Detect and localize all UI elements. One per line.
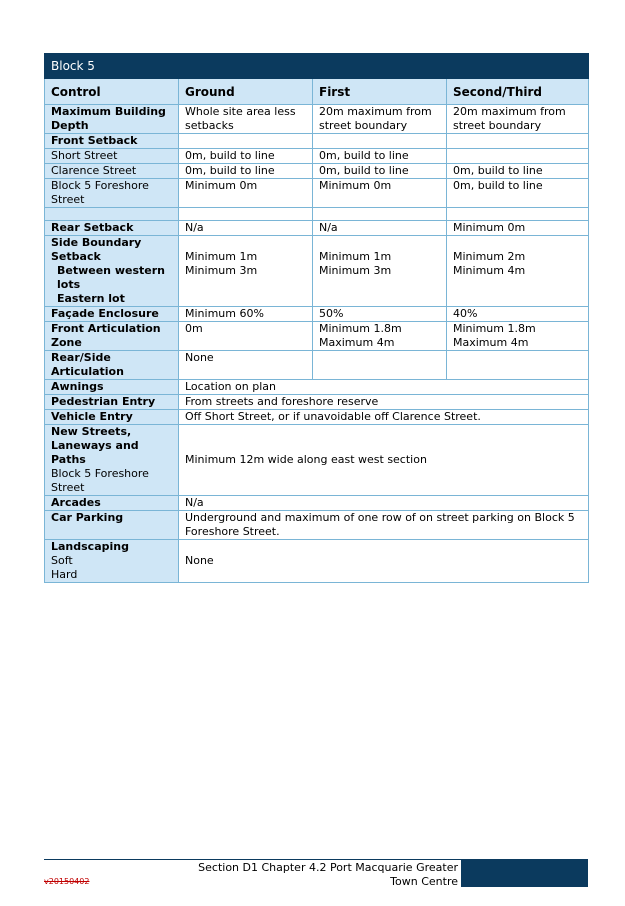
cell-first: 0m, build to line — [313, 149, 447, 164]
side-boundary-label-4: Eastern lot — [57, 292, 125, 305]
cell-line: Minimum 2m — [453, 250, 526, 263]
cell-line: Minimum 4m — [453, 264, 526, 277]
cell-second — [447, 322, 589, 351]
cell-ground: Whole site area less setbacks — [179, 105, 313, 134]
cell-first: N/a — [313, 221, 447, 236]
row-label: Façade Enclosure — [45, 307, 179, 322]
side-boundary-label-2: Setback — [51, 250, 101, 263]
cell-first: 50% — [313, 307, 447, 322]
table-row — [45, 236, 589, 307]
column-header-first: First — [313, 79, 447, 105]
row-label: Rear Setback — [45, 221, 179, 236]
table-row — [45, 322, 589, 351]
row-label — [45, 208, 179, 221]
column-header-control: Control — [45, 79, 179, 105]
row-label: Clarence Street — [45, 164, 179, 179]
cell-first — [313, 351, 447, 380]
table-row — [45, 221, 589, 236]
table-row — [45, 425, 589, 496]
cell-first: Minimum 0m — [313, 179, 447, 208]
table-row — [45, 410, 589, 425]
cell-second: 0m, build to line — [447, 179, 589, 208]
cell-ground: None — [179, 351, 313, 380]
cell-value: Underground and maximum of one row of on street parking on Block 5 Foreshore Street. — [179, 511, 589, 540]
column-header-ground: Ground — [179, 79, 313, 105]
row-label — [45, 540, 179, 583]
cell-value: From streets and foreshore reserve — [179, 395, 589, 410]
cell-second — [447, 351, 589, 380]
row-label: Short Street — [45, 149, 179, 164]
cell-second — [447, 236, 589, 307]
table-row — [45, 179, 589, 208]
cell-first — [313, 208, 447, 221]
cell-ground: Minimum 0m — [179, 179, 313, 208]
cell-first: 0m, build to line — [313, 164, 447, 179]
cell-first — [313, 236, 447, 307]
table-row — [45, 105, 589, 134]
cell-line: Minimum 3m — [185, 264, 258, 277]
row-label: Rear/Side Articulation — [45, 351, 179, 380]
cell-first: 20m maximum from street boundary — [313, 105, 447, 134]
row-label: Arcades — [45, 496, 179, 511]
row-label: Maximum Building Depth — [45, 105, 179, 134]
version-stamp: v20150402 — [44, 877, 90, 886]
cell-second: 40% — [447, 307, 589, 322]
cell-ground: N/a — [179, 221, 313, 236]
table-title-row — [45, 54, 589, 79]
side-boundary-label-1: Side Boundary — [51, 236, 142, 249]
cell-second — [447, 208, 589, 221]
landscaping-label-2: Soft — [51, 554, 73, 567]
table-title: Block 5 — [45, 54, 589, 79]
footer-rule — [44, 859, 461, 860]
cell-ground — [179, 208, 313, 221]
cell-value: None — [179, 540, 589, 583]
table-row — [45, 380, 589, 395]
cell-first — [313, 322, 447, 351]
row-label: Front Articulation Zone — [45, 322, 179, 351]
cell-second — [447, 134, 589, 149]
row-label: Car Parking — [45, 511, 179, 540]
table-row — [45, 134, 589, 149]
new-streets-label-2: Laneways and Paths — [51, 439, 139, 466]
cell-line: Maximum 4m — [319, 336, 395, 349]
cell-ground — [179, 134, 313, 149]
footer-navy-block — [461, 859, 588, 887]
table-row — [45, 511, 589, 540]
table-row — [45, 351, 589, 380]
row-label: Block 5 Foreshore Street — [45, 179, 179, 208]
table-row — [45, 395, 589, 410]
table-row — [45, 307, 589, 322]
cell-line: Maximum 4m — [453, 336, 529, 349]
cell-line: Minimum 1.8m — [453, 322, 536, 335]
cell-value: N/a — [179, 496, 589, 511]
cell-second: 20m maximum from street boundary — [447, 105, 589, 134]
cell-ground: 0m, build to line — [179, 164, 313, 179]
block-5-controls-table — [44, 53, 589, 583]
table-row — [45, 496, 589, 511]
cell-line: Minimum 3m — [319, 264, 392, 277]
row-label: Vehicle Entry — [45, 410, 179, 425]
cell-ground: 0m — [179, 322, 313, 351]
cell-second: Minimum 0m — [447, 221, 589, 236]
row-label: Pedestrian Entry — [45, 395, 179, 410]
row-label — [45, 236, 179, 307]
cell-line: Minimum 1m — [319, 250, 392, 263]
row-label: Front Setback — [45, 134, 179, 149]
cell-second — [447, 149, 589, 164]
side-boundary-label-3: Between western lots — [57, 264, 165, 291]
new-streets-label-3: Block 5 Foreshore — [51, 467, 149, 480]
landscaping-label-3: Hard — [51, 568, 78, 581]
cell-line: Minimum 1.8m — [319, 322, 402, 335]
new-streets-label-1: New Streets, — [51, 425, 132, 438]
cell-line: Minimum 1m — [185, 250, 258, 263]
spacer-row — [45, 208, 589, 221]
table-row — [45, 149, 589, 164]
table-row — [45, 540, 589, 583]
new-streets-label-4: Street — [51, 481, 85, 494]
cell-value: Minimum 12m wide along east west section — [179, 425, 589, 496]
table-header-row — [45, 79, 589, 105]
cell-first — [313, 134, 447, 149]
cell-ground: 0m, build to line — [179, 149, 313, 164]
cell-ground: Minimum 60% — [179, 307, 313, 322]
cell-value: Location on plan — [179, 380, 589, 395]
row-label — [45, 425, 179, 496]
landscaping-label-1: Landscaping — [51, 540, 129, 553]
row-label: Awnings — [45, 380, 179, 395]
cell-second: 0m, build to line — [447, 164, 589, 179]
cell-ground — [179, 236, 313, 307]
column-header-second-third: Second/Third — [447, 79, 589, 105]
cell-value: Off Short Street, or if unavoidable off Clarence Street. — [179, 410, 589, 425]
table-row — [45, 164, 589, 179]
footer-section-title: Section D1 Chapter 4.2 Port Macquarie Greater Town Centre — [198, 861, 458, 888]
